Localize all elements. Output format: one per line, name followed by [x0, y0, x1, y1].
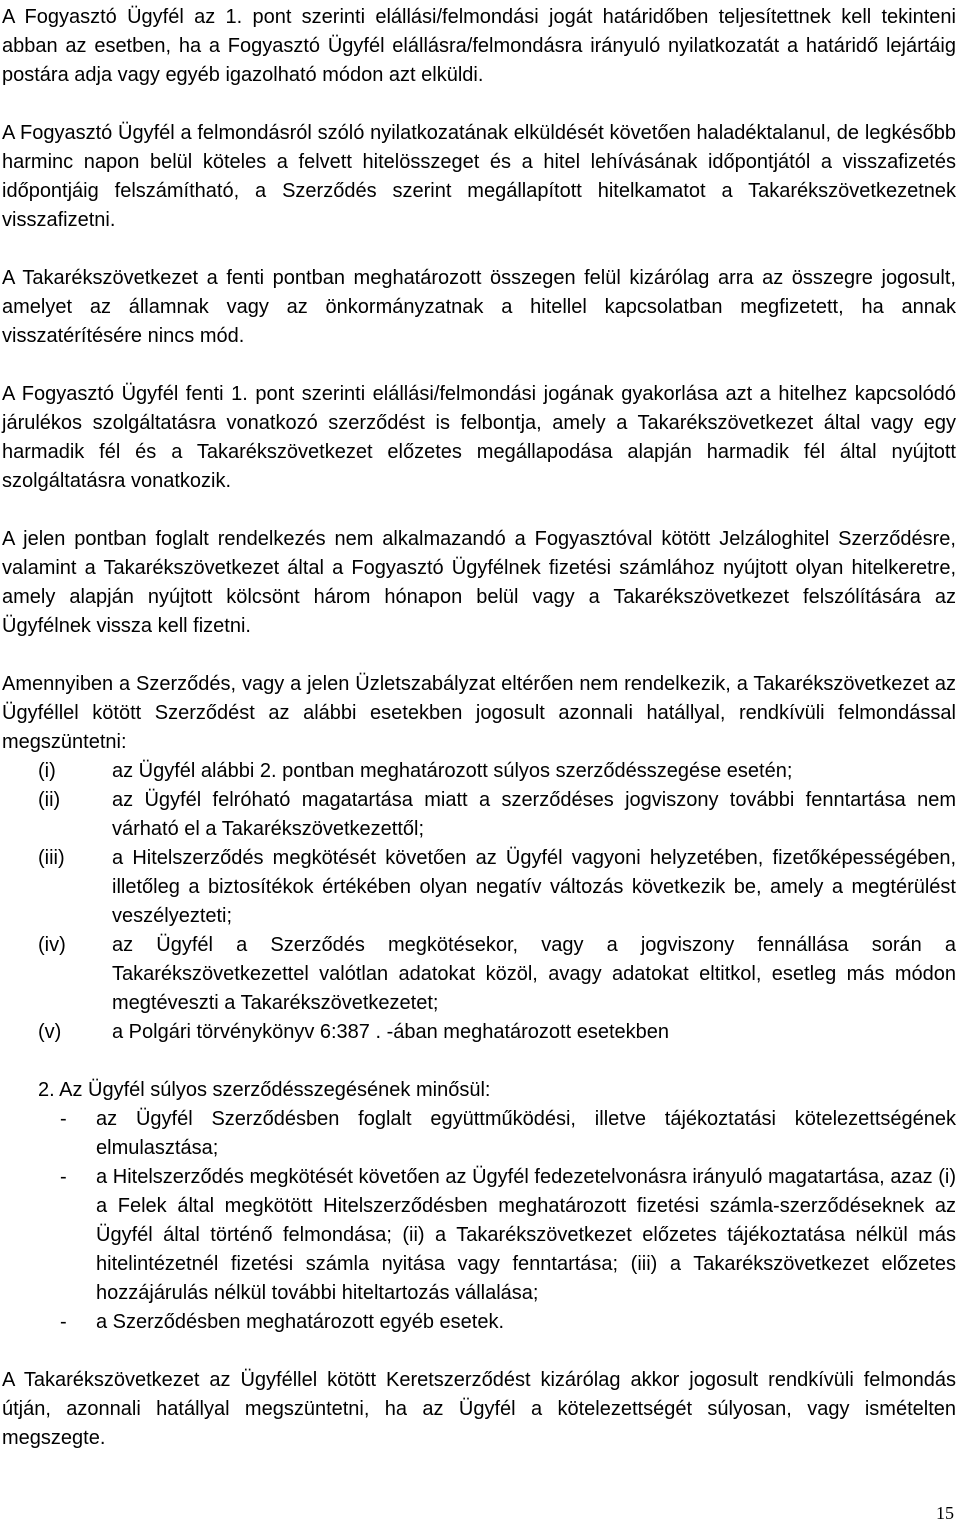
page-number: 15 — [936, 1503, 954, 1523]
list-item-text: az Ügyfél Szerződésben foglalt együttműködési, illetve tájékoztatási kötelezettségének elmulasztása; — [96, 1108, 956, 1159]
list-item — [2, 844, 956, 931]
list-item — [2, 786, 956, 844]
list-item — [2, 931, 956, 1018]
list-item-label: - — [60, 1311, 67, 1333]
list-item-label: (v) — [38, 1021, 62, 1043]
termination-cases-list — [2, 757, 956, 1047]
list-item-text: az Ügyfél a Szerződés megkötésekor, vagy a jogviszony fennállása során a Takarékszövetkezettel valótlan adatokat közöl, avagy adatokat eltitkol, esetleg más módon megtéveszti a Takarékszövetkezetet; — [112, 934, 956, 1014]
list-item — [2, 1308, 956, 1337]
list-item-text: az Ügyfél felróható magatartása miatt a szerződéses jogviszony további fenntartása nem várható el a Takarékszövetkezettől; — [112, 789, 956, 840]
paragraph-6: Amennyiben a Szerződés, vagy a jelen Üzletszabályzat eltérően nem rendelkezik, a Takarékszövetkezet az Ügyféllel kötött Szerződést az alábbi esetekben jogosult azonnali hatállyal, rendkívüli felmondással megszüntetni: — [2, 673, 956, 753]
list-item-text: a Polgári törvénykönyv 6:387 . -ában meghatározott esetekben — [112, 1021, 670, 1043]
list-item-label: - — [60, 1166, 67, 1188]
list-item-label: - — [60, 1108, 67, 1130]
list-item-label: (i) — [38, 760, 56, 782]
list-item — [2, 1105, 956, 1163]
paragraph-7: A Takarékszövetkezet az Ügyféllel kötött Keretszerződést kizárólag akkor jogosult rendkívüli felmondás útján, azonnali hatállyal megszüntetni, ha az Ügyfél a kötelezettségét súlyosan, vagy ismételten megszegte. — [2, 1369, 956, 1449]
list-item-text: az Ügyfél alábbi 2. pontban meghatározott súlyos szerződésszegése esetén; — [112, 760, 793, 782]
list-item-text: a Szerződésben meghatározott egyéb esetek. — [96, 1311, 505, 1333]
list-item-label: (iv) — [38, 934, 66, 956]
section-2-heading: 2. Az Ügyfél súlyos szerződésszegésének minősül: — [38, 1079, 491, 1101]
paragraph-5: A jelen pontban foglalt rendelkezés nem alkalmazandó a Fogyasztóval kötött Jelzáloghitel Szerződésre, valamint a Takarékszövetkezet által a Fogyasztó Ügyfélnek fizetési számlához nyújtott olyan hitelkeretre, amely alapján nyújtott kölcsönt három hónapon belül vagy a Takarékszövetkezet felszólítására az Ügyfélnek vissza kell fizetni. — [2, 528, 956, 637]
breach-cases-list — [2, 1105, 956, 1337]
list-item — [2, 1163, 956, 1308]
list-item-label: (ii) — [38, 789, 61, 811]
paragraph-3: A Takarékszövetkezet a fenti pontban meghatározott összegen felül kizárólag arra az összegre jogosult, amelyet az államnak vagy az önkormányzatnak a hitellel kapcsolatban megfizetett, ha annak visszatérítésére nincs mód. — [2, 267, 956, 347]
list-item — [2, 757, 956, 786]
paragraph-1: A Fogyasztó Ügyfél az 1. pont szerinti elállási/felmondási jogát határidőben teljesítettnek kell tekinteni abban az esetben, ha a Fogyasztó Ügyfél elállásra/felmondásra irányuló nyilatkozatát a határidő lejártáig postára adja vagy egyéb igazolható módon azt elküldi. — [2, 6, 956, 86]
paragraph-4: A Fogyasztó Ügyfél fenti 1. pont szerinti elállási/felmondási jogának gyakorlása azt a hitelhez kapcsolódó járulékos szolgáltatásra vonatkozó szerződést is felbontja, amely a Takarékszövetkezet által vagy egy harmadik fél és a Takarékszövetkezet előzetes megállapodása alapján harmadik fél által nyújtott szolgáltatásra vonatkozik. — [2, 383, 956, 492]
list-item — [2, 1018, 956, 1047]
list-item-text: a Hitelszerződés megkötését követően az Ügyfél fedezetelvonásra irányuló magatartása, azaz (i) a Felek által megkötött Hitelszerződésben meghatározott fizetési számla-szerződéseknek az Ügyfél által történő felmondása; (ii) a Takarékszövetkezet előzetes tájékoztatása nélkül más hitelintézetnél fizetési számla nyitása vagy fenntartása; (iii) a Takarékszövetkezet előzetes hozzájárulás nélkül további hiteltartozás vállalása; — [96, 1166, 956, 1304]
paragraph-2: A Fogyasztó Ügyfél a felmondásról szóló nyilatkozatának elküldését követően haladéktalanul, de legkésőbb harminc napon belül köteles a felvett hitelösszeget és a hitel lehívásának időpontjától a visszafizetés időpontjáig felszámítható, a Szerződés szerint megállapított hitelkamatot a Takarékszövetkezetnek visszafizetni. — [2, 122, 956, 231]
list-item-label: (iii) — [38, 847, 65, 869]
list-item-text: a Hitelszerződés megkötését követően az Ügyfél vagyoni helyzetében, fizetőképességében, illetőleg a biztosítékok értékében olyan negatív változás következik be, amely a megtérülést veszélyezteti; — [112, 847, 956, 927]
